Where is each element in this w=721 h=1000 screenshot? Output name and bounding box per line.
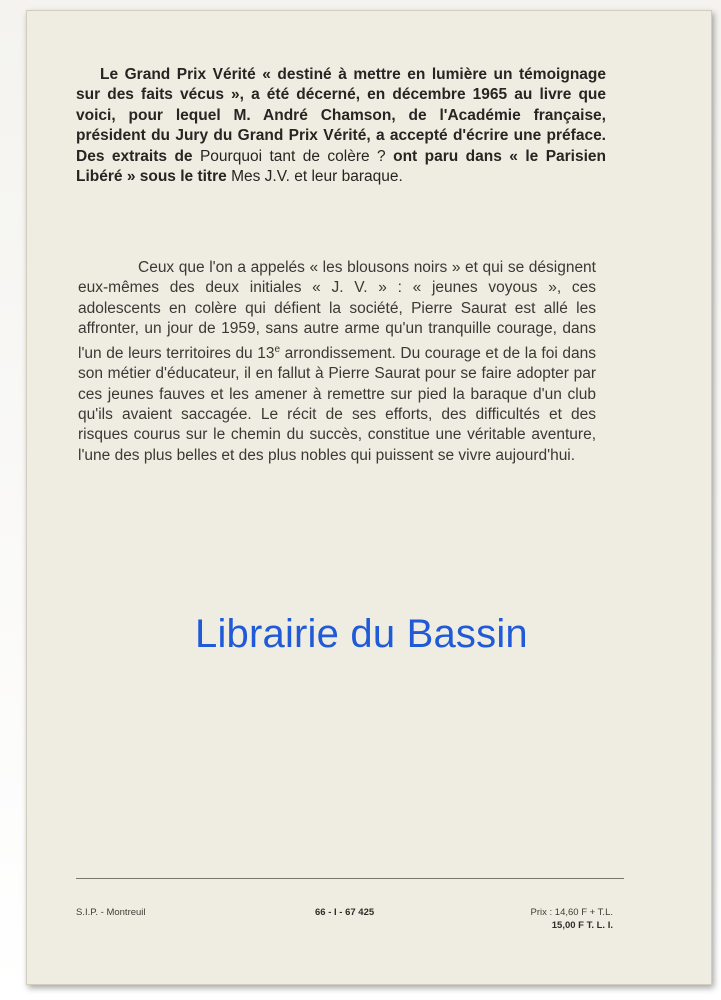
summary-paragraph (78, 258, 596, 466)
printer-credit: S.I.P. - Montreuil (76, 907, 146, 918)
price-block (485, 906, 613, 932)
ordinal-superscript: e (274, 343, 281, 355)
book-title-mention: Pourquoi tant de colère ? (199, 147, 386, 165)
article-title-mention: Mes J.V. et leur baraque. (231, 168, 403, 186)
intro-paragraph (76, 65, 606, 187)
price-line: Prix : 14,60 F + T.L. (530, 907, 613, 918)
catalog-code: 66 - I - 67 425 (315, 907, 375, 918)
footer-divider (76, 878, 624, 879)
intro-text-part-3: ont paru dans « le Parisien Libéré » sous le titre (76, 147, 607, 186)
bookseller-watermark: Librairie du Bassin (195, 612, 528, 656)
intro-text-part-1: Le Grand Prix Vérité « destiné à mettre en lumière un témoignage sur des faits vécus », a été décerné, en décembre 1965 au livre que voici, pour lequel M. André Chamson, de l'Académie française, président du Jury du Grand Prix Vérité, a accepté d'écrire une préface. Des extraits de (76, 66, 606, 165)
price-total: 15,00 F T. L. I. (551, 920, 613, 931)
summary-text-part-1: Ceux que l'on a appelés « les blousons noirs » et qui se désignent eux-mêmes des deux initiales « J. V. » : « jeunes voyous », ces adolescents en colère qui défient la société, Pierre Saurat est allé les affronter, un jour de 1959, sans autre arme qu'un tranquille courage, dans l'un de leurs territoires du 13 (78, 259, 596, 362)
summary-text-part-2: arrondissement. Du courage et de la foi dans son métier d'éducateur, il en fallut à Pierre Saurat pour se faire adopter par ces jeunes fauves et les amener à remettre sur pied la baraque d'un club qu'ils avaient saccagée. Le récit de ses efforts, des difficultés et des risques courus sur le chemin du succès, constitue une véritable aventure, l'une des plus belles et des plus nobles qui puissent se vivre aujourd'hui. (78, 344, 596, 464)
